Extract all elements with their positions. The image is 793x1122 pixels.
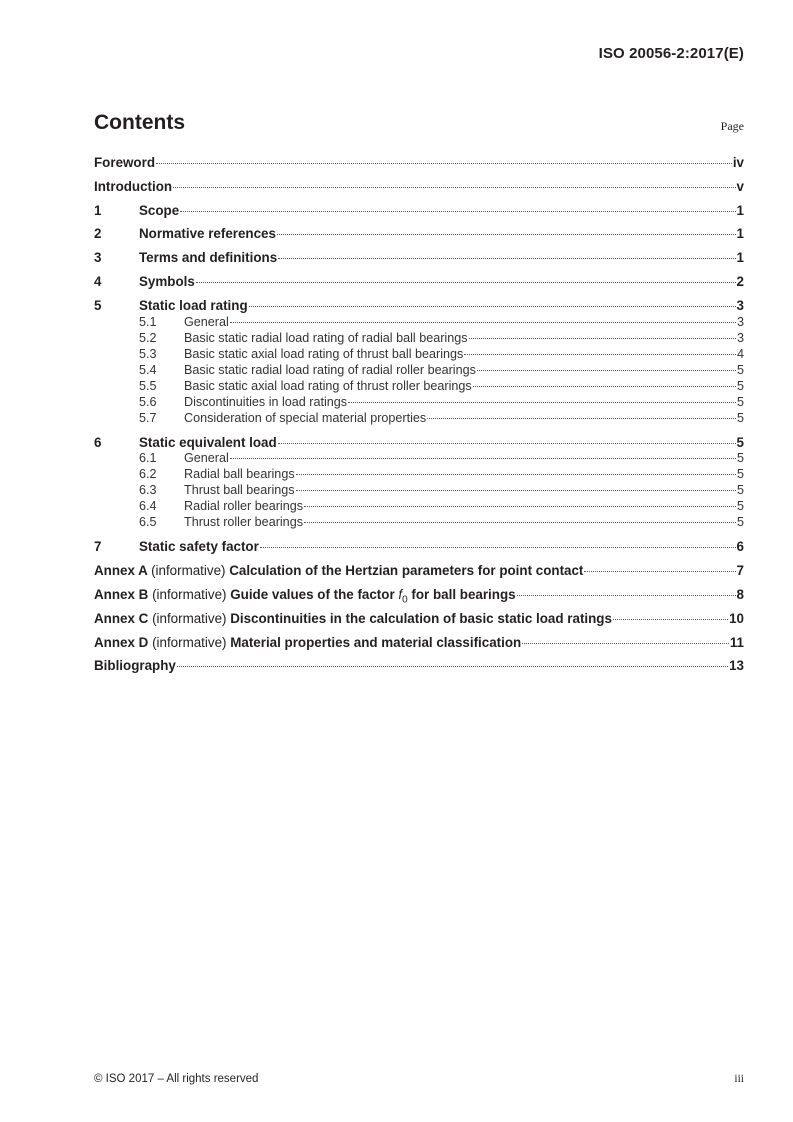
toc-entry-clause-1[interactable]: 1 Scope 1 (94, 202, 744, 218)
dot-leader (473, 386, 736, 387)
toc-entry-clause-5[interactable]: 5 Static load rating 3 (94, 297, 744, 313)
dot-leader (522, 643, 729, 644)
toc-entry-5-1[interactable]: 5.1 General 3 (139, 314, 744, 329)
dot-leader (230, 458, 736, 459)
dot-leader (584, 571, 735, 572)
dot-leader (427, 418, 736, 419)
toc-entry-foreword[interactable]: Foreword iv (94, 155, 744, 170)
toc-entry-5-3[interactable]: 5.3 Basic static axial load rating of thrust ball bearings 4 (139, 346, 744, 361)
toc-entry-annex-b[interactable]: Annex B (informative) Guide values of the factor $f_0$ for ball bearings 8 (94, 586, 744, 606)
toc-entry-5-5[interactable]: 5.5 Basic static axial load rating of thrust roller bearings 5 (139, 378, 744, 393)
dot-leader (296, 490, 736, 491)
dot-leader (477, 370, 736, 371)
dot-leader (517, 595, 736, 596)
toc-entry-5-7[interactable]: 5.7 Consideration of special material properties 5 (139, 410, 744, 425)
toc-entry-introduction[interactable]: Introduction v (94, 178, 744, 194)
toc-entry-5-4[interactable]: 5.4 Basic static radial load rating of radial roller bearings 5 (139, 362, 744, 377)
dot-leader (469, 338, 736, 339)
page-number: iii (734, 1073, 744, 1085)
dot-leader (177, 666, 728, 667)
toc-entry-6-4[interactable]: 6.4 Radial roller bearings 5 (139, 499, 744, 514)
dot-leader (173, 187, 735, 188)
toc-entry-5-2[interactable]: 5.2 Basic static radial load rating of radial ball bearings 3 (139, 330, 744, 345)
dot-leader (180, 211, 735, 212)
toc-entry-6-3[interactable]: 6.3 Thrust ball bearings 5 (139, 483, 744, 498)
contents-title: Contents (94, 111, 185, 134)
toc-entry-6-2[interactable]: 6.2 Radial ball bearings 5 (139, 467, 744, 482)
dot-leader (278, 258, 735, 259)
dot-leader (464, 354, 736, 355)
dot-leader (296, 474, 736, 475)
dot-leader (230, 322, 736, 323)
dot-leader (613, 619, 728, 620)
dot-leader (260, 547, 736, 548)
table-of-contents (94, 155, 744, 682)
toc-entry-clause-2[interactable]: 2 Normative references 1 (94, 226, 744, 242)
toc-entry-bibliography[interactable]: Bibliography 13 (94, 658, 744, 674)
toc-entry-annex-a[interactable]: Annex A (informative) Calculation of the Hertzian parameters for point contact 7 (94, 563, 744, 579)
dot-leader (249, 306, 736, 307)
dot-leader (304, 522, 736, 523)
toc-entry-5-6[interactable]: 5.6 Discontinuities in load ratings 5 (139, 394, 744, 409)
page-column-label: Page (720, 119, 744, 133)
toc-entry-6-1[interactable]: 6.1 General 5 (139, 451, 744, 466)
dot-leader (156, 163, 732, 164)
dot-leader (304, 506, 736, 507)
document-id: ISO 20056-2:2017(E) (598, 45, 744, 62)
toc-entry-clause-7[interactable]: 7 Static safety factor 6 (94, 539, 744, 555)
toc-entry-clause-4[interactable]: 4 Symbols 2 (94, 273, 744, 289)
toc-entry-annex-c[interactable]: Annex C (informative) Discontinuities in the calculation of basic static load ratings 10 (94, 610, 744, 626)
toc-entry-clause-6[interactable]: 6 Static equivalent load 5 (94, 434, 744, 450)
dot-leader (348, 402, 736, 403)
toc-entry-annex-d[interactable]: Annex D (informative) Material properties and material classification 11 (94, 634, 744, 650)
toc-entry-6-5[interactable]: 6.5 Thrust roller bearings 5 (139, 515, 744, 530)
toc-entry-clause-3[interactable]: 3 Terms and definitions 1 (94, 250, 744, 266)
copyright-notice: © ISO 2017 – All rights reserved (94, 1073, 259, 1085)
dot-leader (196, 282, 736, 283)
dot-leader (277, 234, 736, 235)
dot-leader (278, 443, 736, 444)
